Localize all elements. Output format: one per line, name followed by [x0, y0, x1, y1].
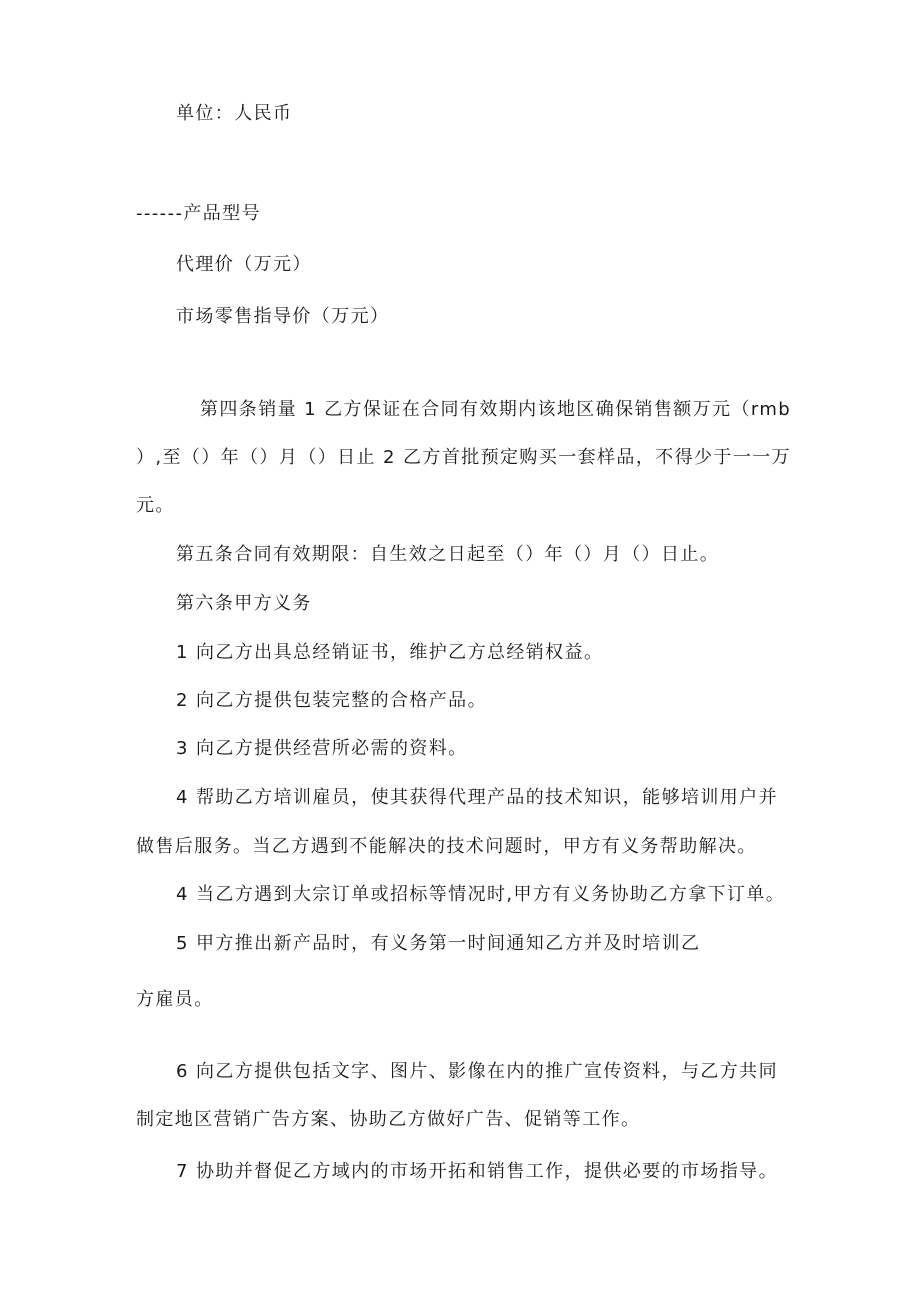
duty-item-6-line1: 6 向乙方提供包括文字、图片、影像在内的推广宣传资料，与乙方共同 [176, 1061, 778, 1082]
unit-line: 单位：人民币 [176, 103, 293, 124]
duty-item-6-line2: 制定地区营销广告方案、协助乙方做好广告、促销等工作。 [136, 1109, 641, 1130]
duty-item-1: 1 向乙方出具总经销证书，维护乙方总经销权益。 [176, 642, 604, 663]
agent-price-label: 代理价（万元） [176, 254, 312, 275]
article5-text: 第五条合同有效期限：自生效之日起至（）年（）月（）日止。 [176, 544, 720, 565]
duty-item-4b: 4 当乙方遇到大宗订单或招标等情况时,甲方有义务协助乙方拿下订单。 [176, 884, 786, 905]
article4-line3: 元。 [136, 495, 175, 516]
duty-item-3: 3 向乙方提供经营所必需的资料。 [176, 738, 468, 759]
duty-item-5-line2: 方雇员。 [136, 989, 214, 1010]
article4-line1: 第四条销量 1 乙方保证在合同有效期内该地区确保销售额万元（rmb [200, 399, 792, 420]
duty-item-4a-line2: 做售后服务。当乙方遇到不能解决的技术问题时，甲方有义务帮助解决。 [136, 836, 757, 857]
article4-line2: ）,至（）年（）月（）日止 2 乙方首批预定购买一套样品，不得少于一一万 [136, 447, 792, 468]
article6-title: 第六条甲方义务 [176, 593, 312, 614]
duty-item-4a-line1: 4 帮助乙方培训雇员，使其获得代理产品的技术知识，能够培训用户并 [176, 787, 778, 808]
duty-item-5-line1: 5 甲方推出新产品时，有义务第一时间通知乙方并及时培训乙 [176, 933, 701, 954]
duty-item-7: 7 协助并督促乙方域内的市场开拓和销售工作，提供必要的市场指导。 [176, 1161, 778, 1182]
duty-item-2: 2 向乙方提供包装完整的合格产品。 [176, 690, 487, 711]
product-model-heading: ------产品型号 [136, 203, 261, 224]
retail-price-label: 市场零售指导价（万元） [176, 306, 390, 327]
